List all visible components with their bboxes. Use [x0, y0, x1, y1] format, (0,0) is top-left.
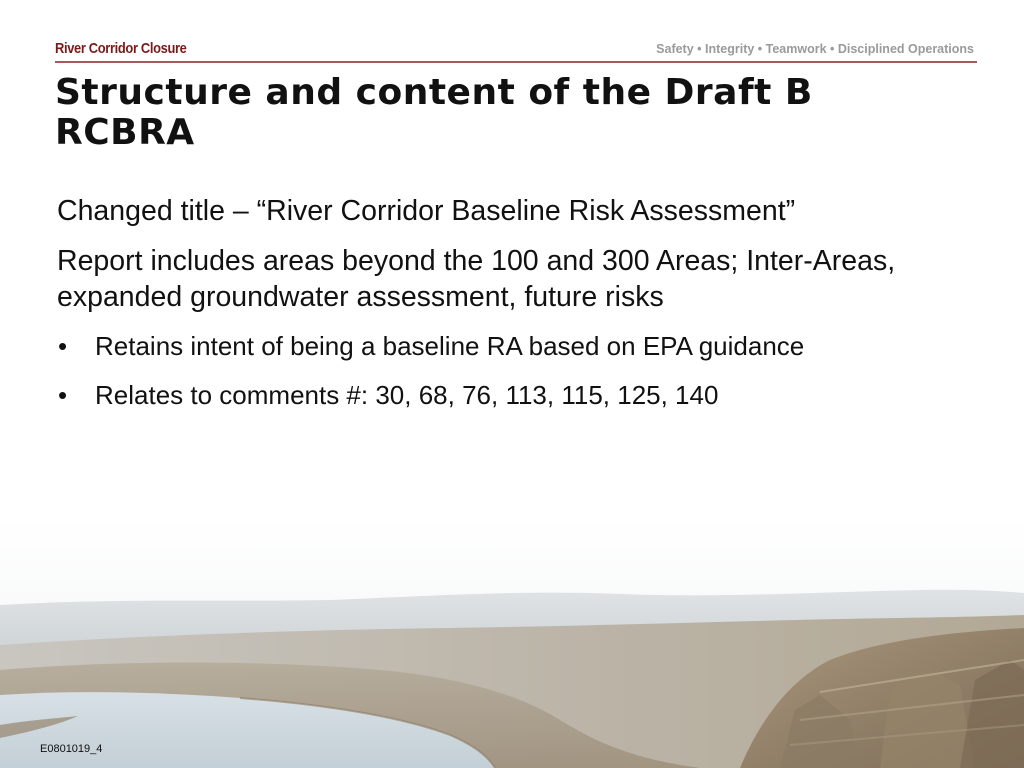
bullet-text: Retains intent of being a baseline RA based on EPA guidance — [95, 331, 805, 361]
slide-body — [57, 193, 967, 427]
brand-name: River Corridor Closure — [55, 40, 187, 57]
body-paragraph-title-change: Changed title – “River Corridor Baseline Risk Assessment” — [57, 195, 796, 227]
body-paragraph-report-scope: Report includes areas beyond the 100 and 300 Areas; Inter-Areas, expanded groundwater assessment, future risks — [57, 245, 896, 313]
bullet-text: Relates to comments #: 30, 68, 76, 113, 115, 125, 140 — [95, 380, 719, 410]
header-divider — [55, 61, 977, 63]
bullet-marker: • — [58, 380, 68, 410]
landscape-background-image — [0, 520, 1024, 768]
header-motto: Safety • Integrity • Teamwork • Disciplined Operations — [656, 42, 974, 56]
footer-document-code: E0801019_4 — [40, 743, 103, 755]
bullet-item — [57, 329, 967, 363]
bullet-marker: • — [58, 331, 68, 361]
bullet-list — [57, 329, 967, 412]
bullet-item — [57, 378, 967, 412]
slide-title: Structure and content of the Draft B RCBRA — [55, 72, 813, 153]
